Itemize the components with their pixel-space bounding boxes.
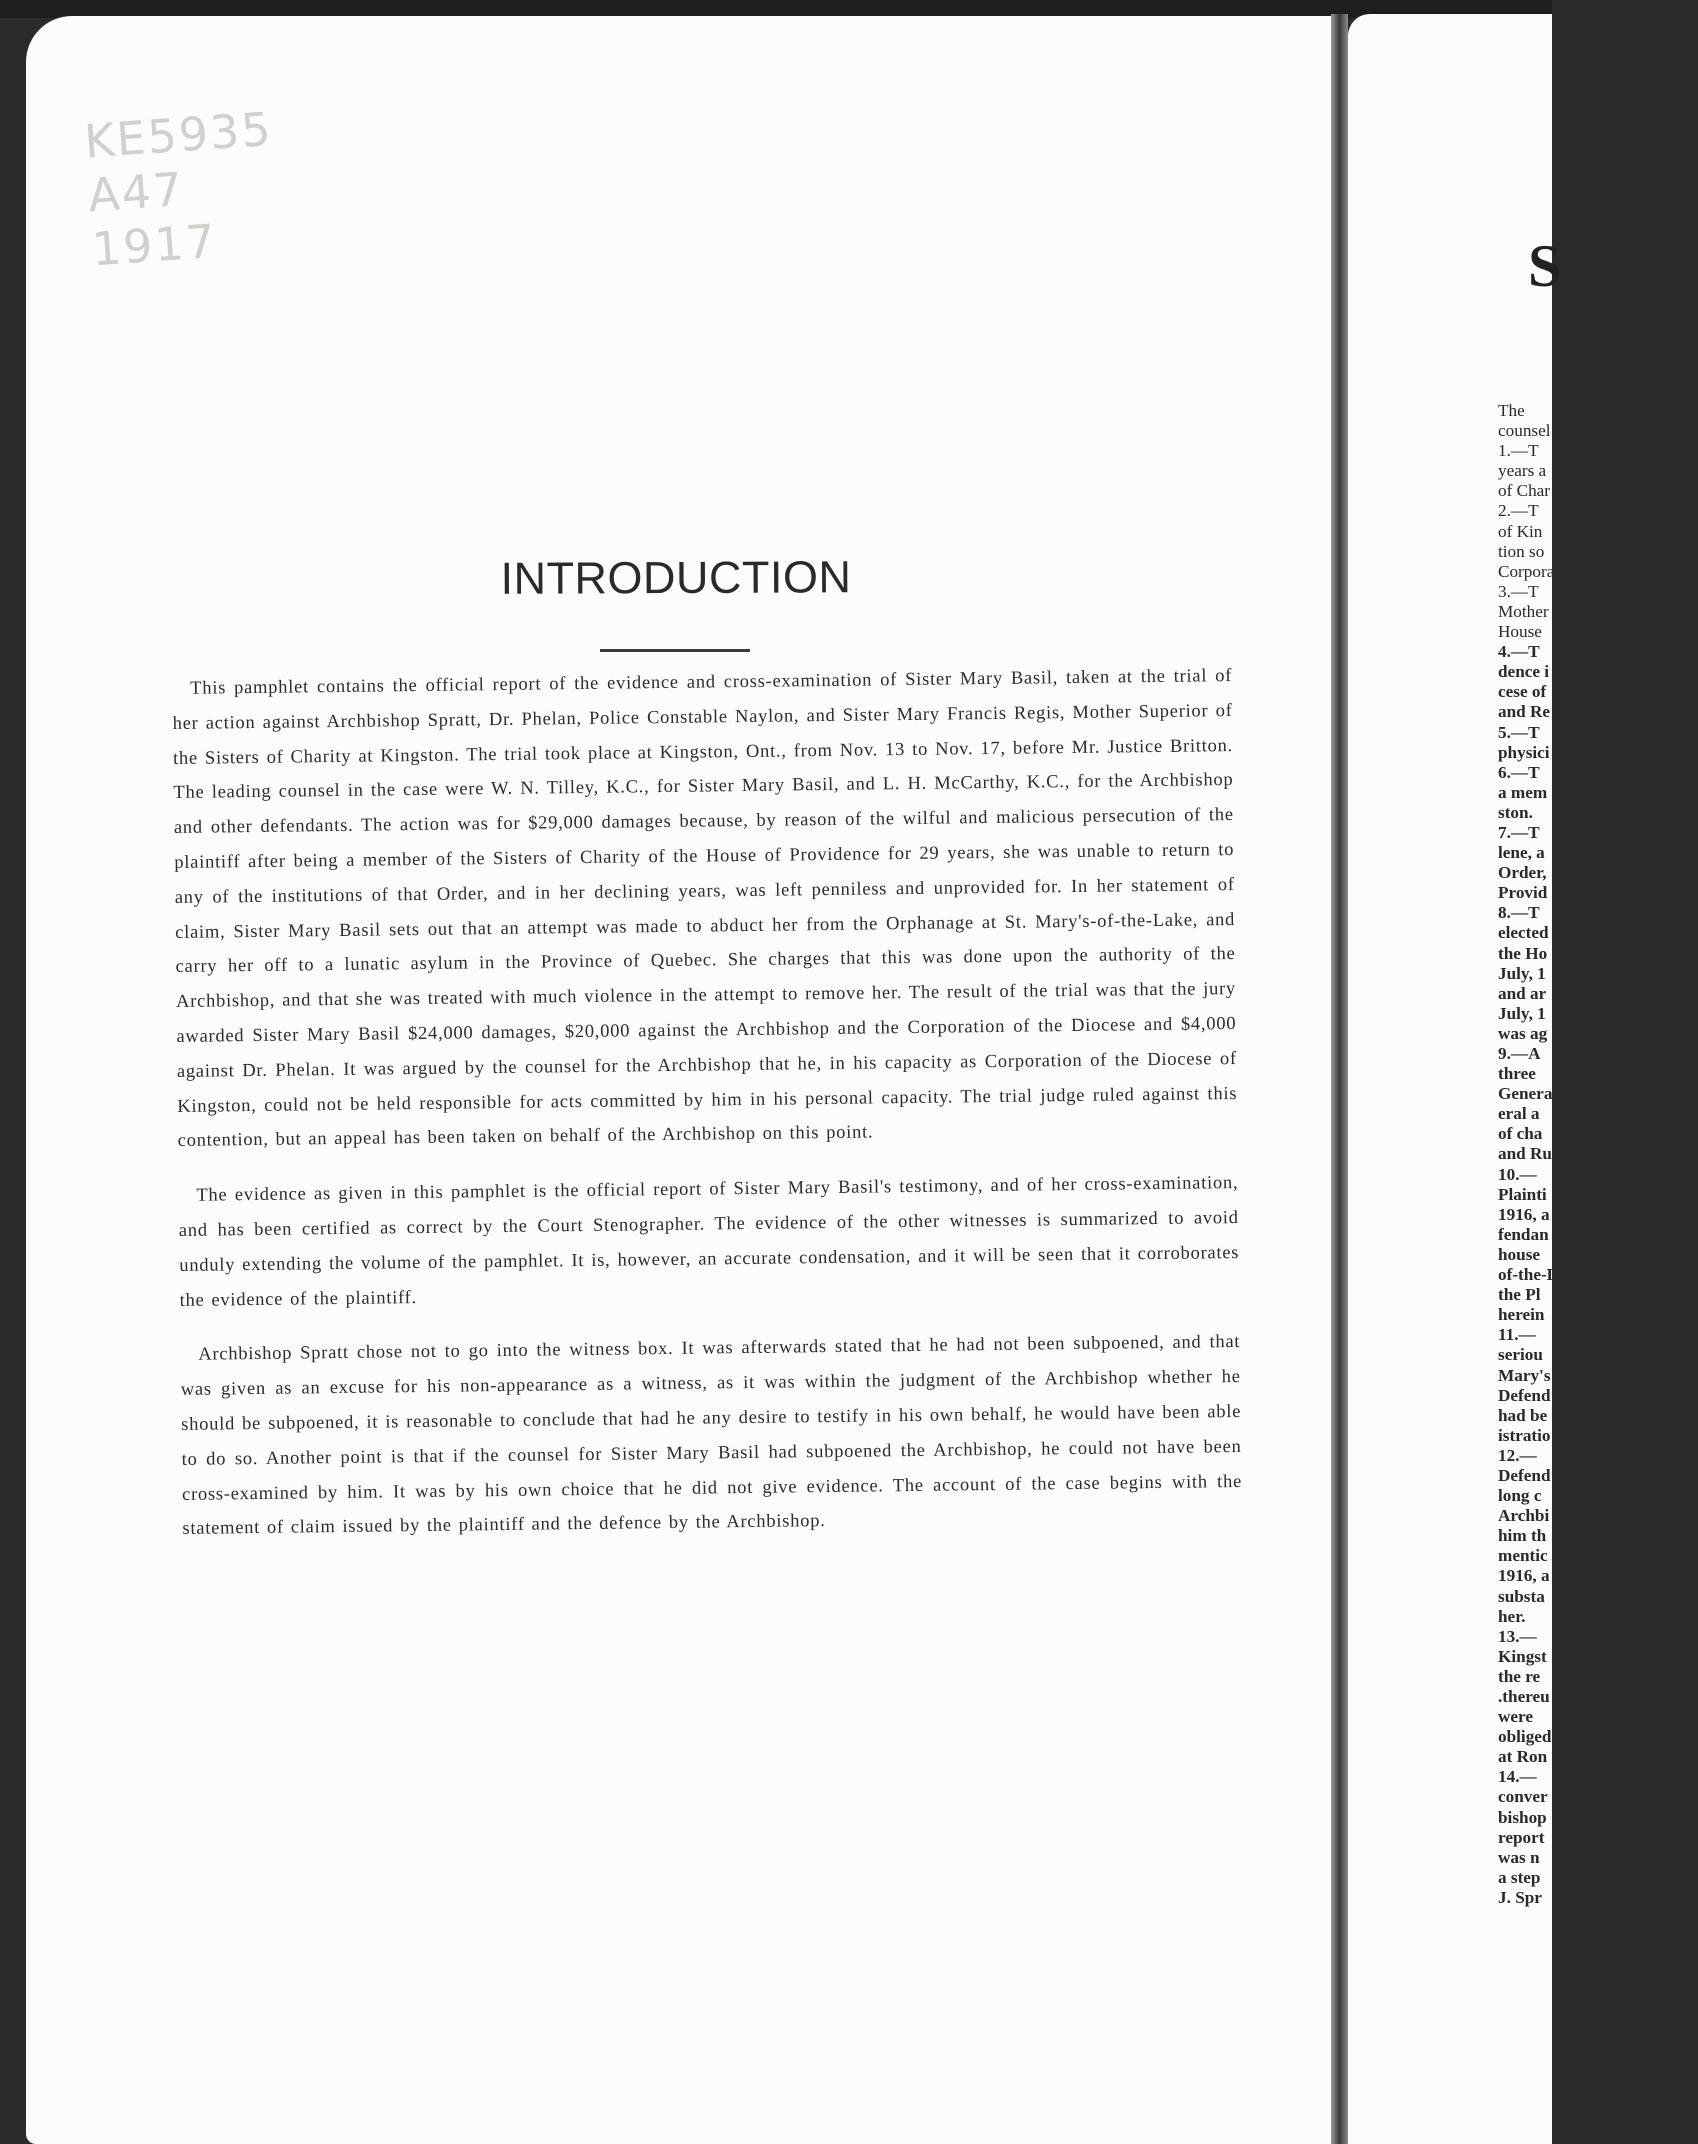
right-page-line: Mother: [1498, 601, 1549, 621]
right-page-line: substa: [1498, 1586, 1545, 1606]
right-page-line: ston.: [1498, 802, 1533, 822]
right-page-line: 10.—: [1498, 1164, 1537, 1184]
right-page: [1348, 14, 1562, 2144]
right-page-line: 4.—T: [1498, 642, 1540, 662]
right-page-line: bishop: [1498, 1807, 1547, 1827]
right-page-line: House: [1498, 622, 1542, 642]
right-page-line: Defend: [1498, 1465, 1551, 1485]
right-page-title: S: [1528, 233, 1562, 299]
right-page-line: 1916, a: [1498, 1566, 1550, 1586]
right-page-line: Genera: [1498, 1084, 1553, 1104]
right-page-line: 1.—T: [1498, 441, 1539, 461]
right-page-line: fendan: [1498, 1224, 1549, 1244]
right-page-line: the Ho: [1498, 943, 1548, 963]
right-page-line: Order,: [1498, 863, 1547, 883]
right-page-line: and Ru: [1498, 1144, 1552, 1164]
right-page-line: and Re: [1498, 702, 1551, 722]
paragraph: The evidence as given in this pamphlet is the official report of Sister Mary Basil's testimony, and of her cross-examination, and has been certified as correct by the Court Stenographer. The evidence of the other witnesses is summarized to avoid unduly extending the volume of the pamphlet. It is, however, an accurate condensation, and it will be seen that it corroborates the evidence of the plaintiff.: [178, 1173, 1240, 1311]
right-page-line: him th: [1498, 1526, 1547, 1546]
right-page-line: Mary's: [1498, 1365, 1551, 1385]
right-page-line: 14.—: [1498, 1767, 1537, 1787]
right-page-text: [1498, 401, 1698, 1908]
right-page-line: Kingst: [1498, 1646, 1547, 1666]
right-page-line: eral a: [1498, 1104, 1540, 1124]
pencil-note-line: A47: [86, 161, 186, 223]
pencil-note-line: 1917: [90, 213, 219, 277]
right-page-line: was n: [1498, 1847, 1540, 1867]
right-page-line: the re: [1498, 1666, 1541, 1686]
right-page-line: counsel: [1498, 421, 1551, 441]
right-page-line: 12.—: [1498, 1445, 1537, 1465]
right-page-line: of-the-L: [1498, 1265, 1559, 1285]
right-page-line: 6.—T: [1498, 762, 1540, 782]
paragraph: This pamphlet contains the official report of the evidence and cross-examination of Sister Mary Basil, taken at the trial of her action against Archbishop Spratt, Dr. Phelan, Police Constable Naylon, and Sister Mary Francis Regis, Mother Superior of the Sisters of Charity at Kingston. The trial took place at Kingston, Ont., from Nov. 13 to Nov. 17, before Mr. Justice Britton. The leading counsel in the case were W. N. Tilley, K.C., for Sister Mary Basil, and L. H. McCarthy, K.C., for the Archbishop and other defendants. The action was for $29,000 damages because, by reason of the wilful and malicious persecution of the plaintiff after being a member of the Sisters of Charity of the House of Providence for 29 years, she was unable to return to any of the institutions of that Order, and in her declining years, was left penniless and unprovided for. In her statement of claim, Sister Mary Basil sets out that an attempt was made to abduct her from the Orphanage at St. Mary's-of-the-Lake, and carry her off to a lunatic asylum in the Province of Quebec. She charges that this was done upon the authority of the Archbishop, and that she was treated with much violence in the attempt to remove her. The result of the trial was that the jury awarded Sister Mary Basil $24,000 damages, $20,000 against the Archbishop and the Corporation of the Diocese and $4,000 against Dr. Phelan. It was argued by the counsel for the Archbishop that he, in his capacity as Corporation of the Diocese of Kingston, could not be held responsible for acts committed by him in his personal capacity. The trial judge ruled against this contention, but an appeal has been taken on behalf of the Archbishop on this point.: [172, 666, 1238, 1152]
right-page-line: had be: [1498, 1405, 1548, 1425]
left-page: [26, 16, 1342, 2144]
right-page-line: 13.—: [1498, 1626, 1537, 1646]
right-page-line: physici: [1498, 742, 1550, 762]
right-page-line: three: [1498, 1064, 1536, 1084]
page-gutter: [1331, 14, 1348, 2144]
pencil-note: [83, 102, 282, 277]
right-page-line: Defend: [1498, 1385, 1551, 1405]
right-page-line: 2.—T: [1498, 501, 1539, 521]
right-page-line: long c: [1498, 1486, 1542, 1506]
right-page-line: at Ron: [1498, 1747, 1548, 1767]
right-page-line: conver: [1498, 1787, 1548, 1807]
right-page-line: dence i: [1498, 662, 1550, 682]
right-page-line: 1916, a: [1498, 1204, 1550, 1224]
right-page-line: obliged: [1498, 1727, 1552, 1747]
right-page-line: herein: [1498, 1305, 1545, 1325]
introduction-body: [172, 659, 1243, 1567]
right-page-line: report: [1498, 1827, 1545, 1847]
right-page-line: July, 1: [1498, 963, 1546, 983]
right-page-line: 11.—: [1498, 1325, 1536, 1345]
right-page-line: were: [1498, 1707, 1533, 1727]
paragraph: Archbishop Spratt chose not to go into the witness box. It was afterwards stated that he had not been subpoened, and that was given as an excuse for his non-appearance as a witness, as it was within the judgment of the Archbishop whether he should be subpoened, it is reasonable to conclude that had he any desire to testify in his own behalf, he would have been able to do so. Another point is that if the counsel for Sister Mary Basil had subpoened the Archbishop, he could not have been cross-examined by him. It was by his own choice that he did not give evidence. The account of the case begins with the statement of claim issued by the plaintiff and the defence by the Archbishop.: [180, 1332, 1243, 1540]
right-page-line: 3.—T: [1498, 581, 1539, 601]
right-page-line: of cha: [1498, 1124, 1543, 1144]
right-page-line: Plainti: [1498, 1184, 1547, 1204]
right-page-line: istratio: [1498, 1425, 1551, 1445]
page-title: INTRODUCTION: [500, 551, 852, 604]
right-page-line: Corpora: [1498, 561, 1555, 581]
right-page-line: elected: [1498, 923, 1549, 943]
pencil-note-line: KE5935: [82, 101, 275, 169]
right-page-line: house: [1498, 1244, 1541, 1264]
right-page-line: a step: [1498, 1867, 1541, 1887]
right-page-line: Provid: [1498, 883, 1548, 903]
right-page-line: 5.—T: [1498, 722, 1540, 742]
right-page-line: 7.—T: [1498, 822, 1540, 842]
right-page-line: Archbi: [1498, 1506, 1550, 1526]
right-page-line: The: [1498, 401, 1525, 420]
right-page-line: .thereu: [1498, 1687, 1550, 1706]
right-page-line: 9.—A: [1498, 1044, 1541, 1063]
right-page-line: of Kin: [1498, 521, 1543, 541]
right-page-line: was ag: [1498, 1023, 1548, 1043]
right-page-line: mentic: [1498, 1546, 1548, 1566]
right-page-line: J. Spr: [1498, 1887, 1542, 1907]
right-page-line: lene, a: [1498, 843, 1545, 863]
right-page-line: years a: [1498, 461, 1547, 481]
right-page-line: 8.—T: [1498, 903, 1540, 923]
right-page-line: of Char: [1498, 481, 1551, 501]
right-page-line: cese of: [1498, 682, 1547, 702]
right-page-line: her.: [1498, 1606, 1526, 1626]
right-page-line: the Pl: [1498, 1285, 1541, 1305]
right-page-line: tion so: [1498, 541, 1545, 561]
title-divider: [600, 649, 750, 652]
right-page-line: and ar: [1498, 983, 1547, 1003]
right-page-line: seriou: [1498, 1345, 1543, 1365]
right-page-line: a mem: [1498, 782, 1548, 802]
right-page-line: July, 1: [1498, 1003, 1546, 1023]
